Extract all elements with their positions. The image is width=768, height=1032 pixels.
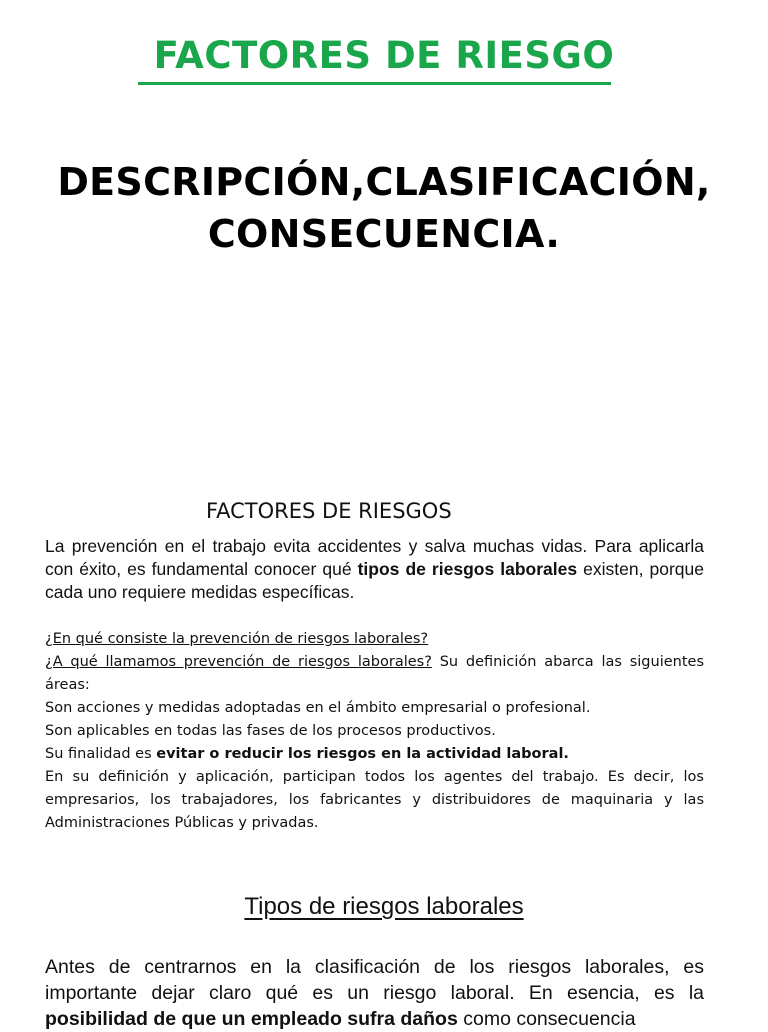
page-subtitle [0,156,768,260]
page-title: FACTORES DE RIESGO [153,34,615,77]
list-item-3-bold: evitar o reducir los riesgos en la actividad laboral. [156,746,569,762]
tipos-heading-text: Tipos de riesgos laborales [244,893,524,920]
intro-paragraph [45,535,704,604]
question-1: ¿En qué consiste la prevención de riesgos laborales? [45,631,429,647]
tipos-text-before: Antes de centrarnos en la clasificación de los riesgos laborales, es importante dejar claro qué es un riesgo laboral. En esencia, es la [45,956,704,1004]
question-2: ¿A qué llamamos prevención de riesgos laborales? [45,654,432,670]
list-item-3-before: Su finalidad es [45,746,157,762]
list-item-2: Son aplicables en todas las fases de los procesos productivos. [45,723,496,739]
tipos-text-after: como consecuencia [457,1008,636,1030]
prevention-block [45,628,704,835]
section-heading: FACTORES DE RIESGOS [206,499,452,523]
tipos-paragraph [45,954,704,1032]
list-item-4: En su definición y aplicación, participan todos los agentes del trabajo. Es decir, los empresarios, los trabajadores, los fabricantes y distribuidores de maquinaria y las Administraciones Públicas y privadas. [45,769,704,831]
tipos-bold-text: posibilidad de que un empleado sufra daños [45,1008,458,1030]
title-underline [138,82,611,85]
intro-text-after: existen, porque cada uno requiere medidas específicas. [45,559,704,602]
list-item-1: Son acciones y medidas adoptadas en el ámbito empresarial o profesional. [45,700,591,716]
intro-text-before: La prevención en el trabajo evita accidentes y salva muchas vidas. Para aplicarla con éxito, es fundamental conocer qué [45,536,704,579]
subtitle-line-1: DESCRIPCIÓN,CLASIFICACIÓN, [57,160,711,204]
intro-bold-text: tipos de riesgos laborales [357,559,578,579]
question-2-rest: Su definición abarca las siguientes áreas: [45,654,704,693]
subtitle-line-2: CONSECUENCIA. [207,212,561,256]
tipos-heading [0,893,768,921]
